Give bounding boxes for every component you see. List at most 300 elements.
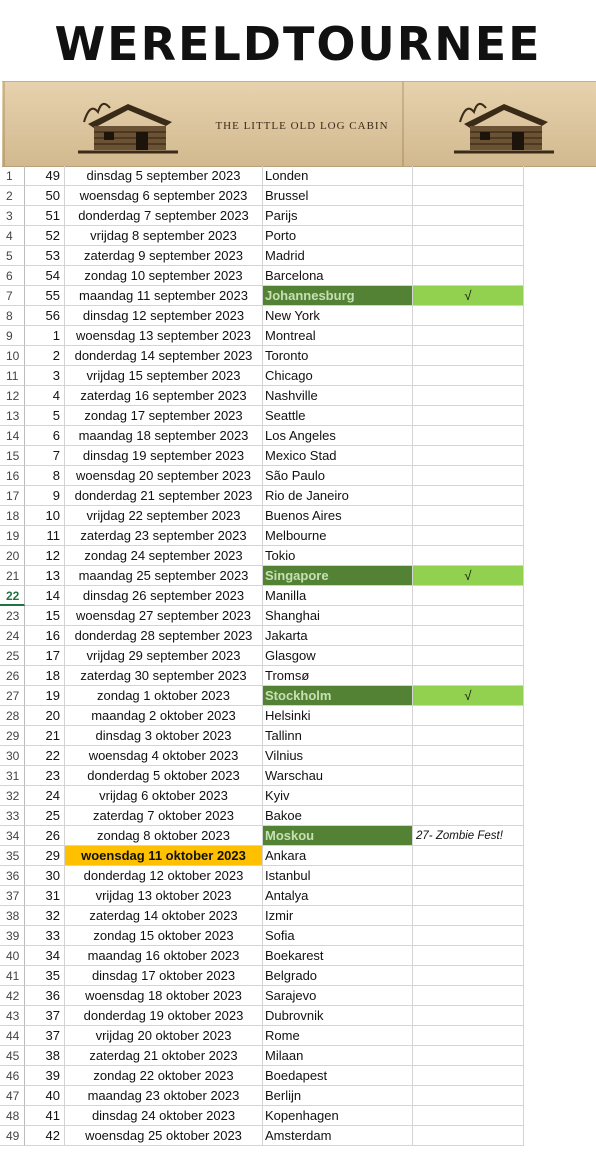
date-cell[interactable]: zaterdag 7 oktober 2023 <box>65 806 263 826</box>
date-cell[interactable]: donderdag 21 september 2023 <box>65 486 263 506</box>
row-number: 33 <box>0 806 25 826</box>
table-row[interactable] <box>0 946 596 966</box>
table-row[interactable] <box>0 486 596 506</box>
check-cell[interactable] <box>413 1026 524 1046</box>
table-row[interactable] <box>0 306 596 326</box>
date-cell[interactable]: zondag 15 oktober 2023 <box>65 926 263 946</box>
week-cell[interactable]: 6 <box>25 426 65 446</box>
table-row[interactable] <box>0 666 596 686</box>
city-cell[interactable]: Chicago <box>263 366 413 386</box>
row-number: 42 <box>0 986 25 1006</box>
city-cell[interactable]: Boedapest <box>263 1066 413 1086</box>
week-cell[interactable]: 55 <box>25 286 65 306</box>
date-cell[interactable]: dinsdag 24 oktober 2023 <box>65 1106 263 1126</box>
city-cell[interactable]: Rome <box>263 1026 413 1046</box>
check-cell[interactable] <box>413 666 524 686</box>
city-cell[interactable]: Seattle <box>263 406 413 426</box>
row-number: 39 <box>0 926 25 946</box>
check-cell[interactable] <box>413 226 524 246</box>
table-row[interactable] <box>0 886 596 906</box>
week-cell[interactable]: 35 <box>25 966 65 986</box>
city-cell[interactable]: Porto <box>263 226 413 246</box>
city-cell[interactable]: Ankara <box>263 846 413 866</box>
row-number: 41 <box>0 966 25 986</box>
week-cell[interactable]: 17 <box>25 646 65 666</box>
table-row[interactable] <box>0 506 596 526</box>
check-cell[interactable] <box>413 186 524 206</box>
city-cell[interactable]: Antalya <box>263 886 413 906</box>
table-row[interactable] <box>0 686 596 706</box>
date-cell[interactable]: dinsdag 3 oktober 2023 <box>65 726 263 746</box>
check-cell[interactable] <box>413 1106 524 1126</box>
check-cell[interactable] <box>413 446 524 466</box>
week-cell[interactable]: 16 <box>25 626 65 646</box>
date-cell[interactable]: zaterdag 30 september 2023 <box>65 666 263 686</box>
week-cell[interactable]: 21 <box>25 726 65 746</box>
city-cell[interactable]: Dubrovnik <box>263 1006 413 1026</box>
check-cell[interactable] <box>413 746 524 766</box>
table-row[interactable] <box>0 1126 596 1146</box>
week-cell[interactable]: 1 <box>25 326 65 346</box>
check-cell[interactable] <box>413 726 524 746</box>
table-row[interactable] <box>0 606 596 626</box>
table-row[interactable] <box>0 266 596 286</box>
table-row[interactable] <box>0 586 596 606</box>
check-cell[interactable] <box>413 786 524 806</box>
check-cell[interactable]: √ <box>413 286 524 306</box>
city-cell[interactable]: Boekarest <box>263 946 413 966</box>
check-cell[interactable] <box>413 846 524 866</box>
check-cell[interactable] <box>413 886 524 906</box>
check-cell[interactable] <box>413 246 524 266</box>
row-number: 48 <box>0 1106 25 1126</box>
city-cell[interactable]: Melbourne <box>263 526 413 546</box>
row-number: 14 <box>0 426 25 446</box>
city-cell[interactable]: Shanghai <box>263 606 413 626</box>
table-row[interactable] <box>0 426 596 446</box>
check-cell[interactable] <box>413 426 524 446</box>
row-number: 8 <box>0 306 25 326</box>
table-row[interactable] <box>0 526 596 546</box>
city-cell[interactable]: Nashville <box>263 386 413 406</box>
date-cell[interactable]: maandag 2 oktober 2023 <box>65 706 263 726</box>
table-row[interactable] <box>0 406 596 426</box>
table-row[interactable] <box>0 206 596 226</box>
table-row[interactable] <box>0 546 596 566</box>
row-number: 38 <box>0 906 25 926</box>
city-cell[interactable]: Tromsø <box>263 666 413 686</box>
week-cell[interactable]: 33 <box>25 926 65 946</box>
check-cell[interactable] <box>413 306 524 326</box>
week-cell[interactable]: 14 <box>25 586 65 606</box>
week-cell[interactable]: 42 <box>25 1126 65 1146</box>
date-cell[interactable]: woensdag 4 oktober 2023 <box>65 746 263 766</box>
row-number: 4 <box>0 226 25 246</box>
row-number: 37 <box>0 886 25 906</box>
week-cell[interactable]: 19 <box>25 686 65 706</box>
table-row[interactable] <box>0 726 596 746</box>
date-cell[interactable]: vrijdag 13 oktober 2023 <box>65 886 263 906</box>
city-cell[interactable]: Rio de Janeiro <box>263 486 413 506</box>
table-row[interactable] <box>0 1026 596 1046</box>
date-cell[interactable]: donderdag 14 september 2023 <box>65 346 263 366</box>
check-cell[interactable] <box>413 406 524 426</box>
row-number: 44 <box>0 1026 25 1046</box>
date-cell[interactable]: maandag 25 september 2023 <box>65 566 263 586</box>
city-cell[interactable]: Los Angeles <box>263 426 413 446</box>
table-row[interactable] <box>0 326 596 346</box>
week-cell[interactable]: 37 <box>25 1006 65 1026</box>
date-cell[interactable]: zaterdag 9 september 2023 <box>65 246 263 266</box>
check-cell[interactable] <box>413 1126 524 1146</box>
date-cell[interactable]: vrijdag 29 september 2023 <box>65 646 263 666</box>
row-number: 32 <box>0 786 25 806</box>
date-cell[interactable]: donderdag 7 september 2023 <box>65 206 263 226</box>
check-cell[interactable] <box>413 966 524 986</box>
week-cell[interactable]: 25 <box>25 806 65 826</box>
city-cell[interactable]: São Paulo <box>263 466 413 486</box>
city-cell[interactable]: Toronto <box>263 346 413 366</box>
row-number: 46 <box>0 1066 25 1086</box>
week-cell[interactable]: 34 <box>25 946 65 966</box>
row-number: 3 <box>0 206 25 226</box>
table-row[interactable] <box>0 466 596 486</box>
date-cell[interactable]: dinsdag 19 september 2023 <box>65 446 263 466</box>
date-cell[interactable]: vrijdag 15 september 2023 <box>65 366 263 386</box>
check-cell[interactable] <box>413 206 524 226</box>
check-cell[interactable] <box>413 1006 524 1026</box>
week-cell[interactable]: 41 <box>25 1106 65 1126</box>
row-number: 40 <box>0 946 25 966</box>
check-cell[interactable]: √ <box>413 566 524 586</box>
table-row[interactable] <box>0 1066 596 1086</box>
date-cell[interactable]: zondag 24 september 2023 <box>65 546 263 566</box>
date-cell[interactable]: woensdag 25 oktober 2023 <box>65 1126 263 1146</box>
date-cell[interactable]: maandag 18 september 2023 <box>65 426 263 446</box>
date-cell[interactable]: woensdag 13 september 2023 <box>65 326 263 346</box>
week-cell[interactable]: 22 <box>25 746 65 766</box>
row-number: 30 <box>0 746 25 766</box>
city-cell[interactable]: Jakarta <box>263 626 413 646</box>
table-row[interactable] <box>0 566 596 586</box>
check-cell[interactable] <box>413 326 524 346</box>
table-row[interactable] <box>0 786 596 806</box>
row-number: 10 <box>0 346 25 366</box>
note-cell[interactable]: 27- Zombie Fest! <box>413 826 524 846</box>
date-cell[interactable]: zaterdag 21 oktober 2023 <box>65 1046 263 1066</box>
city-cell[interactable]: Brussel <box>263 186 413 206</box>
row-number: 31 <box>0 766 25 786</box>
week-cell[interactable]: 4 <box>25 386 65 406</box>
city-cell-highlighted[interactable]: Stockholm <box>263 686 413 706</box>
date-cell[interactable]: donderdag 12 oktober 2023 <box>65 866 263 886</box>
row-number: 28 <box>0 706 25 726</box>
row-number: 26 <box>0 666 25 686</box>
city-cell[interactable]: Milaan <box>263 1046 413 1066</box>
row-number: 20 <box>0 546 25 566</box>
table-row[interactable] <box>0 926 596 946</box>
week-cell[interactable]: 50 <box>25 186 65 206</box>
date-cell[interactable]: dinsdag 17 oktober 2023 <box>65 966 263 986</box>
date-cell[interactable]: woensdag 18 oktober 2023 <box>65 986 263 1006</box>
row-number: 21 <box>0 566 25 586</box>
date-cell[interactable]: vrijdag 20 oktober 2023 <box>65 1026 263 1046</box>
table-row[interactable] <box>0 626 596 646</box>
week-cell[interactable]: 13 <box>25 566 65 586</box>
date-cell[interactable]: zaterdag 14 oktober 2023 <box>65 906 263 926</box>
check-cell[interactable] <box>413 546 524 566</box>
city-cell[interactable]: Vilnius <box>263 746 413 766</box>
date-cell[interactable]: zondag 8 oktober 2023 <box>65 826 263 846</box>
week-cell[interactable]: 53 <box>25 246 65 266</box>
city-cell[interactable]: Mexico Stad <box>263 446 413 466</box>
week-cell[interactable]: 36 <box>25 986 65 1006</box>
city-cell[interactable]: Warschau <box>263 766 413 786</box>
city-cell[interactable]: Manilla <box>263 586 413 606</box>
table-row[interactable] <box>0 1046 596 1066</box>
date-cell[interactable]: donderdag 19 oktober 2023 <box>65 1006 263 1026</box>
city-cell[interactable]: Barcelona <box>263 266 413 286</box>
check-cell[interactable] <box>413 466 524 486</box>
week-cell[interactable]: 37 <box>25 1026 65 1046</box>
row-number: 13 <box>0 406 25 426</box>
date-cell[interactable]: zaterdag 16 september 2023 <box>65 386 263 406</box>
city-cell[interactable]: Sarajevo <box>263 986 413 1006</box>
check-cell[interactable] <box>413 266 524 286</box>
week-cell[interactable]: 52 <box>25 226 65 246</box>
row-number: 16 <box>0 466 25 486</box>
check-cell[interactable]: √ <box>413 686 524 706</box>
city-cell[interactable]: Londen <box>263 166 413 186</box>
row-number: 49 <box>0 1126 25 1146</box>
row-number: 15 <box>0 446 25 466</box>
week-cell[interactable]: 38 <box>25 1046 65 1066</box>
week-cell[interactable]: 5 <box>25 406 65 426</box>
city-cell[interactable]: New York <box>263 306 413 326</box>
city-cell-highlighted[interactable]: Moskou <box>263 826 413 846</box>
city-cell[interactable]: Sofia <box>263 926 413 946</box>
row-number: 24 <box>0 626 25 646</box>
table-row[interactable] <box>0 706 596 726</box>
date-cell[interactable]: zaterdag 23 september 2023 <box>65 526 263 546</box>
check-cell[interactable] <box>413 166 524 186</box>
check-cell[interactable] <box>413 766 524 786</box>
week-cell[interactable]: 26 <box>25 826 65 846</box>
city-cell[interactable]: Kopenhagen <box>263 1106 413 1126</box>
row-number: 23 <box>0 606 25 626</box>
row-number: 19 <box>0 526 25 546</box>
week-cell[interactable]: 32 <box>25 906 65 926</box>
check-cell[interactable] <box>413 946 524 966</box>
row-number: 22 <box>0 586 25 606</box>
table-row[interactable] <box>0 866 596 886</box>
check-cell[interactable] <box>413 706 524 726</box>
week-cell[interactable]: 8 <box>25 466 65 486</box>
city-cell[interactable]: Helsinki <box>263 706 413 726</box>
row-number: 35 <box>0 846 25 866</box>
check-cell[interactable] <box>413 646 524 666</box>
table-row[interactable] <box>0 986 596 1006</box>
week-cell[interactable]: 30 <box>25 866 65 886</box>
city-cell[interactable]: Kyiv <box>263 786 413 806</box>
week-cell[interactable]: 54 <box>25 266 65 286</box>
check-cell[interactable] <box>413 346 524 366</box>
check-cell[interactable] <box>413 486 524 506</box>
check-cell[interactable] <box>413 1066 524 1086</box>
row-number: 6 <box>0 266 25 286</box>
table-row[interactable] <box>0 286 596 306</box>
date-cell[interactable]: woensdag 27 september 2023 <box>65 606 263 626</box>
row-number: 11 <box>0 366 25 386</box>
week-cell[interactable]: 56 <box>25 306 65 326</box>
city-cell[interactable]: Bakoe <box>263 806 413 826</box>
row-number: 7 <box>0 286 25 306</box>
date-cell[interactable]: donderdag 5 oktober 2023 <box>65 766 263 786</box>
city-cell[interactable]: Glasgow <box>263 646 413 666</box>
check-cell[interactable] <box>413 506 524 526</box>
week-cell[interactable]: 31 <box>25 886 65 906</box>
table-row[interactable] <box>0 646 596 666</box>
table-row[interactable] <box>0 846 596 866</box>
date-cell[interactable]: dinsdag 5 september 2023 <box>65 166 263 186</box>
city-cell[interactable]: Izmir <box>263 906 413 926</box>
check-cell[interactable] <box>413 366 524 386</box>
week-cell[interactable]: 12 <box>25 546 65 566</box>
table-row[interactable] <box>0 386 596 406</box>
week-cell[interactable]: 7 <box>25 446 65 466</box>
page-title: WERELDTOURNEE <box>54 17 542 71</box>
city-cell[interactable]: Parijs <box>263 206 413 226</box>
banner-image <box>2 81 596 167</box>
row-number: 1 <box>0 166 25 186</box>
date-cell[interactable]: maandag 11 september 2023 <box>65 286 263 306</box>
week-cell[interactable]: 39 <box>25 1066 65 1086</box>
check-cell[interactable] <box>413 906 524 926</box>
table-row[interactable] <box>0 1086 596 1106</box>
row-number: 9 <box>0 326 25 346</box>
city-cell[interactable]: Buenos Aires <box>263 506 413 526</box>
row-number: 17 <box>0 486 25 506</box>
check-cell[interactable] <box>413 386 524 406</box>
row-number: 29 <box>0 726 25 746</box>
date-cell[interactable]: vrijdag 6 oktober 2023 <box>65 786 263 806</box>
week-cell[interactable]: 10 <box>25 506 65 526</box>
city-cell[interactable]: Tallinn <box>263 726 413 746</box>
check-cell[interactable] <box>413 1046 524 1066</box>
city-cell[interactable]: Montreal <box>263 326 413 346</box>
city-cell-highlighted[interactable]: Johannesburg <box>263 286 413 306</box>
row-number: 45 <box>0 1046 25 1066</box>
week-cell[interactable]: 15 <box>25 606 65 626</box>
row-number: 25 <box>0 646 25 666</box>
table-row[interactable] <box>0 766 596 786</box>
city-cell-highlighted[interactable]: Singapore <box>263 566 413 586</box>
table-row[interactable] <box>0 366 596 386</box>
table-row[interactable] <box>0 246 596 266</box>
table-row[interactable] <box>0 1106 596 1126</box>
date-cell[interactable]: vrijdag 8 september 2023 <box>65 226 263 246</box>
check-cell[interactable] <box>413 526 524 546</box>
table-row[interactable] <box>0 746 596 766</box>
week-cell[interactable]: 3 <box>25 366 65 386</box>
date-cell[interactable]: woensdag 20 september 2023 <box>65 466 263 486</box>
city-cell[interactable]: Istanbul <box>263 866 413 886</box>
banner-seam <box>3 82 5 166</box>
date-cell[interactable]: vrijdag 22 september 2023 <box>65 506 263 526</box>
table-row[interactable] <box>0 906 596 926</box>
week-cell[interactable]: 23 <box>25 766 65 786</box>
check-cell[interactable] <box>413 926 524 946</box>
banner-caption: THE LITTLE OLD LOG CABIN <box>215 120 389 132</box>
table-row[interactable] <box>0 226 596 246</box>
row-number: 2 <box>0 186 25 206</box>
week-cell[interactable]: 24 <box>25 786 65 806</box>
table-row[interactable] <box>0 966 596 986</box>
check-cell[interactable] <box>413 866 524 886</box>
date-cell[interactable]: zondag 22 oktober 2023 <box>65 1066 263 1086</box>
week-cell[interactable]: 29 <box>25 846 65 866</box>
row-number: 43 <box>0 1006 25 1026</box>
date-cell[interactable]: woensdag 6 september 2023 <box>65 186 263 206</box>
row-number: 36 <box>0 866 25 886</box>
check-cell[interactable] <box>413 586 524 606</box>
table-row[interactable] <box>0 446 596 466</box>
week-cell[interactable]: 51 <box>25 206 65 226</box>
table-row[interactable] <box>0 346 596 366</box>
row-number: 18 <box>0 506 25 526</box>
row-number: 34 <box>0 826 25 846</box>
city-cell[interactable]: Belgrado <box>263 966 413 986</box>
table-row[interactable] <box>0 806 596 826</box>
week-cell[interactable]: 20 <box>25 706 65 726</box>
check-cell[interactable] <box>413 626 524 646</box>
week-cell[interactable]: 18 <box>25 666 65 686</box>
check-cell[interactable] <box>413 806 524 826</box>
table-row[interactable] <box>0 186 596 206</box>
date-cell[interactable]: dinsdag 12 september 2023 <box>65 306 263 326</box>
table-row[interactable] <box>0 826 596 846</box>
log-cabin-icon <box>452 94 556 156</box>
check-cell[interactable] <box>413 1086 524 1106</box>
week-cell[interactable]: 9 <box>25 486 65 506</box>
row-number: 12 <box>0 386 25 406</box>
date-cell[interactable]: zondag 17 september 2023 <box>65 406 263 426</box>
week-cell[interactable]: 40 <box>25 1086 65 1106</box>
check-cell[interactable] <box>413 986 524 1006</box>
week-cell[interactable]: 49 <box>25 166 65 186</box>
date-cell[interactable]: maandag 23 oktober 2023 <box>65 1086 263 1106</box>
week-cell[interactable]: 2 <box>25 346 65 366</box>
table-row[interactable] <box>0 166 596 186</box>
city-cell[interactable]: Madrid <box>263 246 413 266</box>
date-cell[interactable]: zondag 1 oktober 2023 <box>65 686 263 706</box>
date-cell[interactable]: donderdag 28 september 2023 <box>65 626 263 646</box>
check-cell[interactable] <box>413 606 524 626</box>
spreadsheet-grid[interactable] <box>0 166 596 1152</box>
date-cell[interactable]: maandag 16 oktober 2023 <box>65 946 263 966</box>
city-cell[interactable]: Amsterdam <box>263 1126 413 1146</box>
week-cell[interactable]: 11 <box>25 526 65 546</box>
table-row[interactable] <box>0 1006 596 1026</box>
row-number: 27 <box>0 686 25 706</box>
row-number: 5 <box>0 246 25 266</box>
city-cell[interactable]: Berlijn <box>263 1086 413 1106</box>
city-cell[interactable]: Tokio <box>263 546 413 566</box>
date-cell[interactable]: zondag 10 september 2023 <box>65 266 263 286</box>
date-cell-today[interactable]: woensdag 11 oktober 2023 <box>65 846 263 866</box>
row-number: 47 <box>0 1086 25 1106</box>
date-cell[interactable]: dinsdag 26 september 2023 <box>65 586 263 606</box>
